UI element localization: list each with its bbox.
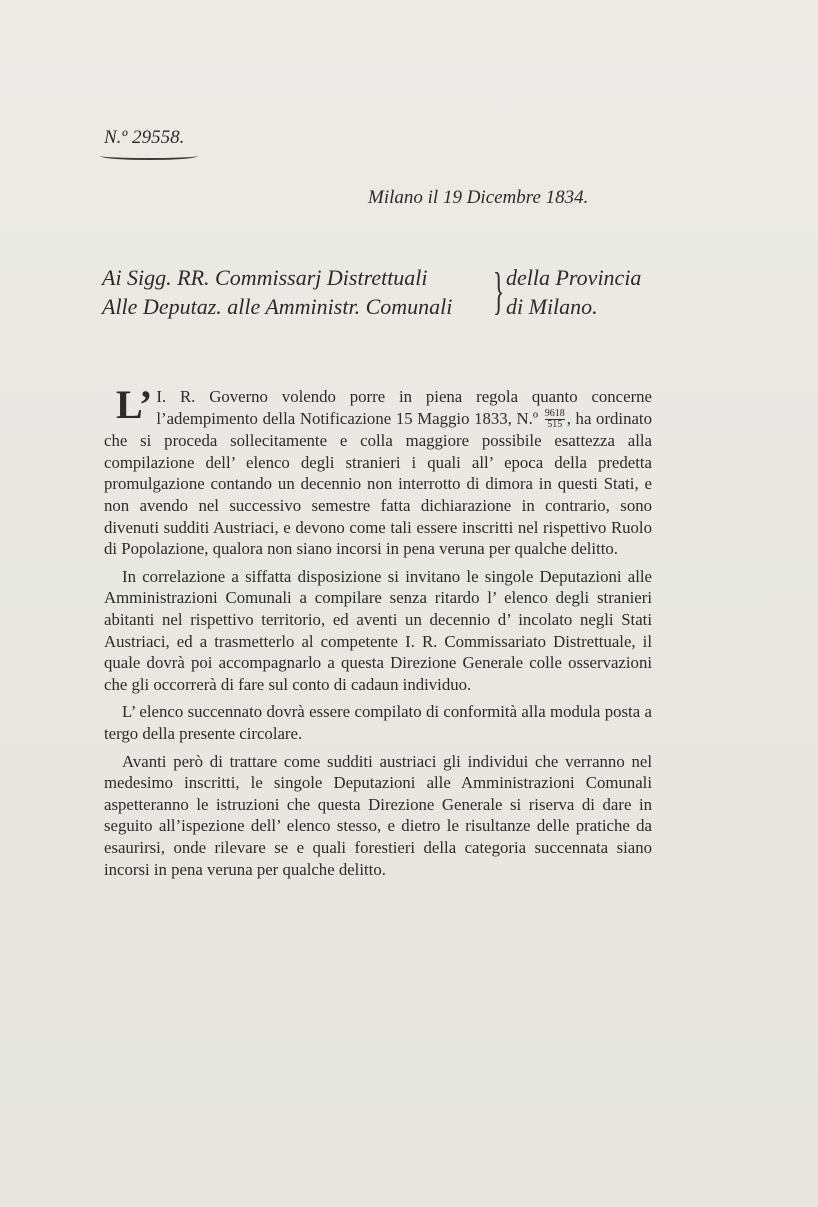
addressee-line-1: Ai Sigg. RR. Commissarj Distrettuali [102, 265, 428, 290]
paragraph-1 [104, 382, 652, 560]
paragraph-1-text-b: , ha ordinato che si proceda sollecitamente e colla maggiore possibile esattezza alla compilazione dell’ elenco degli stranieri i quali all’ epoca della predetta promulgazione contando un decennio non interrotto di dimora in questi Stati, e non avendo nel successivo semestre fatta dichiarazione in contrario, sono divenuti sudditi Austriaci, e devono come tali essere inscritti nel rispettivo Ruolo di Popolazione, qualora non siano incorsi in pena veruna per qualche delitto. [104, 408, 652, 559]
province-line-2: di Milano. [506, 294, 598, 319]
protocol-number: N.º 29558. [104, 127, 185, 148]
date-line: Milano il 19 Dicembre 1834. [368, 187, 589, 208]
fraction-numerator: 9618 [544, 408, 565, 420]
brace-symbol: } [493, 263, 505, 320]
paragraph-3: L’ elenco succennato dovrà essere compilato di conformità alla modula posta a tergo della presente circolare. [104, 702, 652, 743]
body-text [104, 382, 652, 886]
notification-fraction [545, 409, 565, 430]
paragraph-4: Avanti però di trattare come sudditi austriaci gli individui che verranno nel medesimo inscritti, le singole Deputazioni alle Amministrazioni Comunali aspetteranno le istruzioni che questa Direzione Generale si riserva di dare in seguito all’ispezione dell’ elenco stesso, e dietro le risultanze delle pratiche da esaurirsi, onde rilevare se e quali forestieri della categoria succennata siano incorsi in pena veruna per qualche delitto. [104, 751, 652, 879]
fraction-denominator: 515 [547, 419, 563, 431]
addressees-block [102, 263, 452, 321]
number-underline [100, 152, 198, 160]
addressee-line-2: Alle Deputaz. alle Amministr. Comunali [102, 294, 453, 319]
province-line-1: della Provincia [506, 265, 642, 290]
paragraph-1-text-a: I. R. Governo volendo porre in piena regola quanto concerne l’adempimento della Notificazione 15 Maggio 1833, N.º [156, 387, 652, 428]
paragraph-2: In correlazione a siffatta disposizione si invitano le singole Deputazioni alle Amministrazioni Comunali a compilare senza ritardo l’ elenco degli stranieri abitanti nel rispettivo territorio, ed aventi un decennio d’ incolato negli Stati Austriaci, ed a trasmetterlo al competente I. R. Commissariato Distrettuale, il quale dovrà poi accompagnarlo a questa Direzione Generale colle osservazioni che gli occorrerà di fare sul conto di cadaun individuo. [104, 566, 652, 694]
drop-cap: L’ [116, 382, 153, 427]
province-block [506, 263, 641, 321]
